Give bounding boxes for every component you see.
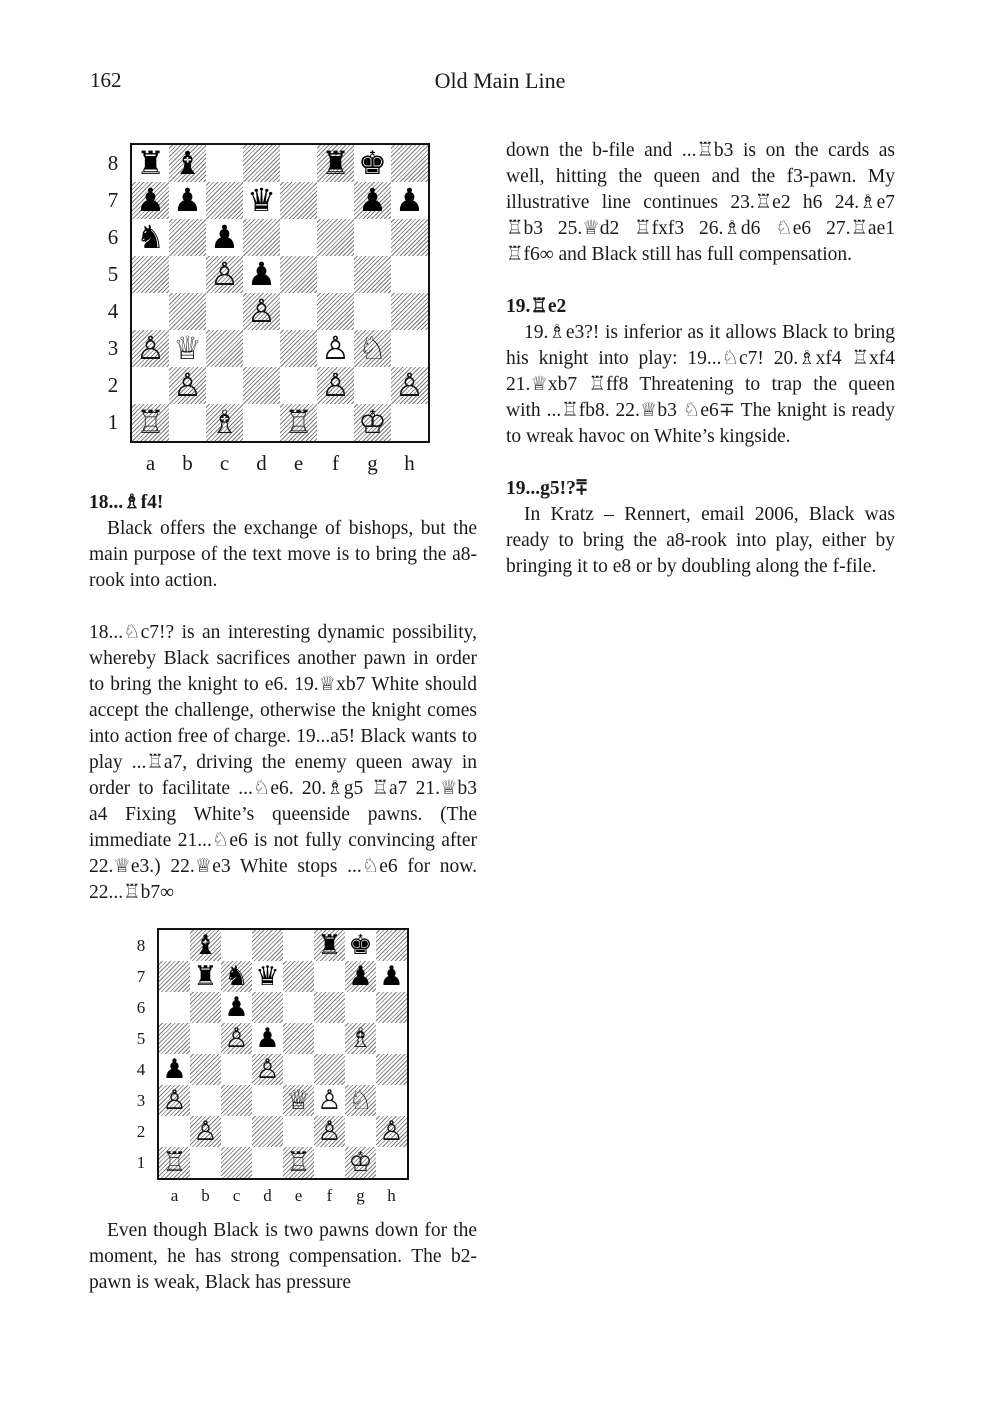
- file-label: e: [293, 451, 304, 475]
- white-knight-icon: ♘: [348, 1085, 373, 1116]
- black-queen-icon: ♛: [255, 961, 280, 992]
- white-rook-icon: ♖: [284, 404, 313, 441]
- board-square: [376, 930, 407, 961]
- board-square: [206, 256, 243, 293]
- file-label: c: [219, 451, 230, 475]
- rank-label: 2: [136, 1122, 146, 1141]
- board-square: [283, 992, 314, 1023]
- board-square: [169, 182, 206, 219]
- black-pawn-icon: ♟: [255, 1023, 280, 1054]
- board-square: [243, 293, 280, 330]
- black-pawn-icon: ♟: [210, 219, 239, 256]
- board-square: [190, 1085, 221, 1116]
- board-square: [206, 145, 243, 182]
- rank-label: 4: [136, 1060, 146, 1079]
- board-square: [243, 367, 280, 404]
- black-pawn-icon: ♟: [395, 182, 424, 219]
- board-square: [169, 367, 206, 404]
- board-square: [376, 1085, 407, 1116]
- board-square: [243, 182, 280, 219]
- board-square: [169, 256, 206, 293]
- board-square: [280, 256, 317, 293]
- board-square: [317, 293, 354, 330]
- board-square: [159, 1023, 190, 1054]
- file-label: h: [387, 1186, 396, 1205]
- board-square: [132, 256, 169, 293]
- board-square: [283, 1023, 314, 1054]
- board-square: [169, 219, 206, 256]
- board-square: [132, 404, 169, 441]
- white-pawn-icon: ♙: [224, 1023, 249, 1054]
- board-square: [345, 1054, 376, 1085]
- black-knight-icon: ♞: [224, 961, 249, 992]
- white-bishop-icon: ♗: [210, 404, 239, 441]
- white-pawn-icon: ♙: [255, 1054, 280, 1085]
- chessboard: [157, 928, 409, 1180]
- black-king-icon: ♚: [358, 145, 387, 182]
- chess-diagram-1: [95, 140, 440, 480]
- board-square: [221, 1054, 252, 1085]
- board-square: [345, 1147, 376, 1178]
- rank-label: 1: [136, 1153, 146, 1172]
- page-header: [0, 68, 1000, 100]
- board-square: [314, 961, 345, 992]
- rank-label: 7: [136, 967, 146, 986]
- white-pawn-icon: ♙: [317, 1085, 342, 1116]
- board-square: [206, 182, 243, 219]
- board-square: [391, 145, 428, 182]
- black-rook-icon: ♜: [136, 145, 165, 182]
- board-square: [391, 330, 428, 367]
- white-queen-icon: ♕: [173, 330, 202, 367]
- board-square: [206, 293, 243, 330]
- board-square: [354, 256, 391, 293]
- board-square: [190, 1147, 221, 1178]
- board-square: [252, 1116, 283, 1147]
- rank-label: 6: [136, 998, 146, 1017]
- board-square: [354, 145, 391, 182]
- white-pawn-icon: ♙: [317, 1116, 342, 1147]
- board-square: [169, 145, 206, 182]
- board-square: [280, 219, 317, 256]
- white-bishop-icon: ♗: [348, 1023, 373, 1054]
- board-square: [169, 293, 206, 330]
- paragraph-move-19-black: In Kratz – Rennert, email 2006, Black was ready to bring the a8-rook into play, either by bringing it to e8 or by doubling along the f-file.: [506, 504, 895, 577]
- board-square: [391, 293, 428, 330]
- board-square: [314, 992, 345, 1023]
- board-square: [283, 1054, 314, 1085]
- board-square: [159, 1054, 190, 1085]
- board-square: [159, 1147, 190, 1178]
- white-pawn-icon: ♙: [173, 367, 202, 404]
- board-square: [317, 330, 354, 367]
- board-square: [317, 367, 354, 404]
- board-square: [252, 961, 283, 992]
- board-square: [280, 330, 317, 367]
- board-square: [221, 1147, 252, 1178]
- board-square: [314, 1054, 345, 1085]
- file-label: g: [367, 451, 378, 475]
- board-square: [159, 1085, 190, 1116]
- board-square: [159, 961, 190, 992]
- board-square: [345, 1023, 376, 1054]
- board-square: [280, 145, 317, 182]
- board-square: [221, 930, 252, 961]
- chessboard: [130, 143, 430, 443]
- board-square: [206, 404, 243, 441]
- black-queen-icon: ♛: [247, 182, 276, 219]
- black-bishop-icon: ♝: [193, 930, 218, 961]
- board-square: [391, 182, 428, 219]
- board-square: [283, 930, 314, 961]
- board-square: [243, 330, 280, 367]
- board-square: [221, 1085, 252, 1116]
- rank-label: 8: [107, 151, 119, 175]
- board-square: [391, 256, 428, 293]
- paragraph-compensation: Even though Black is two pawns down for the moment, he has strong compensation. The b2-pawn is weak, Black has pressure: [89, 1220, 477, 1293]
- board-square: [314, 930, 345, 961]
- move-heading-18: 18...♗f4!: [89, 492, 164, 513]
- file-label: c: [232, 1186, 241, 1205]
- board-square: [283, 1147, 314, 1178]
- board-square: [391, 219, 428, 256]
- board-square: [391, 367, 428, 404]
- left-column-bottom: [89, 1218, 477, 1296]
- board-square: [280, 404, 317, 441]
- paragraph-continuation: down the b-file and ...♖b3 is on the cards as well, hitting the queen and the f3-pawn. My illustrative line continues 23.♖e2 h6 24.♗e7 ♖b3 25.♕d2 ♖fxf3 26.♗d6 ♘e6 27.♖ae1 ♖f6∞ and Black still has full compensation.: [506, 140, 895, 265]
- board-square: [317, 145, 354, 182]
- rank-label: 6: [107, 225, 119, 249]
- running-title: Old Main Line: [434, 68, 566, 93]
- board-square: [159, 1116, 190, 1147]
- board-square: [252, 1054, 283, 1085]
- black-pawn-icon: ♟: [224, 992, 249, 1023]
- board-square: [376, 992, 407, 1023]
- board-square: [206, 219, 243, 256]
- board-square: [345, 1085, 376, 1116]
- black-rook-icon: ♜: [193, 961, 218, 992]
- paragraph-alternative-18: 18...♘c7!? is an interesting dynamic possibility, whereby Black sacrifices another pawn in order to bring the knight to e6. 19.♕xb7 White should accept the challenge, otherwise the knight comes into action free of charge. 19...a5! Black wants to play ...♖a7, driving the enemy queen away in order to facilitate ...♘e6. 20.♗g5 ♖a7 21.♕b3 a4 Fixing White’s queenside pawns. (The immediate 21...♘e6 is not fully convincing after 22.♕e3.) 22.♕e3 White stops ...♘e6 for now. 22...♖b7∞: [89, 622, 477, 903]
- board-square: [132, 330, 169, 367]
- move-heading-19: 19.♖e2: [506, 296, 567, 317]
- board-square: [132, 293, 169, 330]
- board-square: [376, 1147, 407, 1178]
- board-square: [280, 182, 317, 219]
- white-rook-icon: ♖: [136, 404, 165, 441]
- white-pawn-icon: ♙: [379, 1116, 404, 1147]
- board-square: [376, 1054, 407, 1085]
- file-label: g: [356, 1186, 365, 1205]
- board-square: [190, 992, 221, 1023]
- file-label: a: [170, 1186, 179, 1205]
- board-square: [283, 1116, 314, 1147]
- board-square: [190, 1116, 221, 1147]
- board-square: [354, 330, 391, 367]
- board-square: [221, 961, 252, 992]
- board-square: [317, 404, 354, 441]
- board-square: [314, 1023, 345, 1054]
- board-square: [169, 404, 206, 441]
- board-square: [243, 256, 280, 293]
- white-pawn-icon: ♙: [210, 256, 239, 293]
- move-heading-19-black: 19...g5!?⩱: [506, 478, 588, 499]
- black-pawn-icon: ♟: [379, 961, 404, 992]
- board-square: [252, 992, 283, 1023]
- board-square: [376, 961, 407, 992]
- white-knight-icon: ♘: [358, 330, 387, 367]
- board-square: [132, 145, 169, 182]
- board-square: [317, 219, 354, 256]
- white-pawn-icon: ♙: [193, 1116, 218, 1147]
- board-square: [280, 293, 317, 330]
- white-pawn-icon: ♙: [247, 293, 276, 330]
- board-square: [132, 219, 169, 256]
- black-rook-icon: ♜: [317, 930, 342, 961]
- board-square: [354, 293, 391, 330]
- board-square: [317, 256, 354, 293]
- board-square: [354, 182, 391, 219]
- chess-diagram-2: [125, 928, 425, 1210]
- rank-label: 1: [107, 410, 119, 434]
- left-column-top: [89, 490, 477, 906]
- board-square: [159, 930, 190, 961]
- rank-label: 7: [107, 188, 119, 212]
- board-square: [345, 1116, 376, 1147]
- board-square: [252, 1147, 283, 1178]
- board-square: [190, 1023, 221, 1054]
- black-pawn-icon: ♟: [136, 182, 165, 219]
- black-knight-icon: ♞: [136, 219, 165, 256]
- board-square: [314, 1147, 345, 1178]
- file-label: f: [326, 1186, 333, 1205]
- file-label: e: [294, 1186, 303, 1205]
- file-label: a: [145, 451, 156, 475]
- white-rook-icon: ♖: [162, 1147, 187, 1178]
- board-square: [206, 367, 243, 404]
- board-square: [354, 219, 391, 256]
- black-pawn-icon: ♟: [247, 256, 276, 293]
- board-square: [280, 367, 317, 404]
- board-square: [345, 992, 376, 1023]
- white-queen-icon: ♕: [286, 1085, 311, 1116]
- board-square: [190, 930, 221, 961]
- white-pawn-icon: ♙: [321, 367, 350, 404]
- file-label: d: [256, 451, 267, 475]
- file-label: h: [404, 451, 415, 475]
- rank-label: 8: [136, 936, 146, 955]
- file-label: b: [182, 451, 193, 475]
- black-rook-icon: ♜: [321, 145, 350, 182]
- board-square: [283, 1085, 314, 1116]
- rank-label: 5: [107, 262, 119, 286]
- rank-label: 4: [107, 299, 119, 323]
- board-square: [252, 1023, 283, 1054]
- board-square: [221, 1116, 252, 1147]
- white-pawn-icon: ♙: [321, 330, 350, 367]
- board-square: [376, 1116, 407, 1147]
- board-square: [283, 961, 314, 992]
- board-square: [252, 1085, 283, 1116]
- white-pawn-icon: ♙: [136, 330, 165, 367]
- board-square: [345, 961, 376, 992]
- board-square: [243, 145, 280, 182]
- rank-label: 2: [107, 373, 119, 397]
- board-square: [221, 992, 252, 1023]
- file-label: b: [201, 1186, 210, 1205]
- paragraph-move-18: Black offers the exchange of bishops, but the main purpose of the text move is to bring the a8-rook into action.: [89, 518, 477, 591]
- board-square: [317, 182, 354, 219]
- board-square: [243, 219, 280, 256]
- file-label: d: [263, 1186, 272, 1205]
- board-square: [159, 992, 190, 1023]
- rank-label: 3: [107, 336, 119, 360]
- file-label: f: [332, 451, 339, 475]
- board-square: [252, 930, 283, 961]
- board-square: [190, 961, 221, 992]
- black-bishop-icon: ♝: [173, 145, 202, 182]
- board-square: [376, 1023, 407, 1054]
- board-square: [132, 367, 169, 404]
- black-pawn-icon: ♟: [173, 182, 202, 219]
- board-square: [345, 930, 376, 961]
- board-square: [132, 182, 169, 219]
- white-rook-icon: ♖: [286, 1147, 311, 1178]
- board-square: [206, 330, 243, 367]
- board-square: [243, 404, 280, 441]
- white-pawn-icon: ♙: [395, 367, 424, 404]
- board-square: [314, 1116, 345, 1147]
- black-king-icon: ♚: [348, 930, 373, 961]
- board-square: [314, 1085, 345, 1116]
- white-king-icon: ♔: [358, 404, 387, 441]
- black-pawn-icon: ♟: [162, 1054, 187, 1085]
- page-number: 162: [90, 68, 122, 92]
- black-pawn-icon: ♟: [358, 182, 387, 219]
- board-square: [354, 367, 391, 404]
- right-column: [506, 138, 895, 580]
- board-square: [354, 404, 391, 441]
- rank-label: 3: [136, 1091, 146, 1110]
- rank-label: 5: [136, 1029, 146, 1048]
- paragraph-move-19: 19.♗e3?! is inferior as it allows Black to bring his knight into play: 19...♘c7! 20.♗xf4 ♖xf4 21.♕xb7 ♖ff8 Threatening to trap the queen with ...♖fb8. 22.♕b3 ♘e6∓ The knight is ready to wreak havoc on White’s kingside.: [506, 322, 895, 447]
- board-square: [391, 404, 428, 441]
- black-pawn-icon: ♟: [348, 961, 373, 992]
- white-pawn-icon: ♙: [162, 1085, 187, 1116]
- board-square: [221, 1023, 252, 1054]
- white-king-icon: ♔: [348, 1147, 373, 1178]
- board-square: [169, 330, 206, 367]
- board-square: [190, 1054, 221, 1085]
